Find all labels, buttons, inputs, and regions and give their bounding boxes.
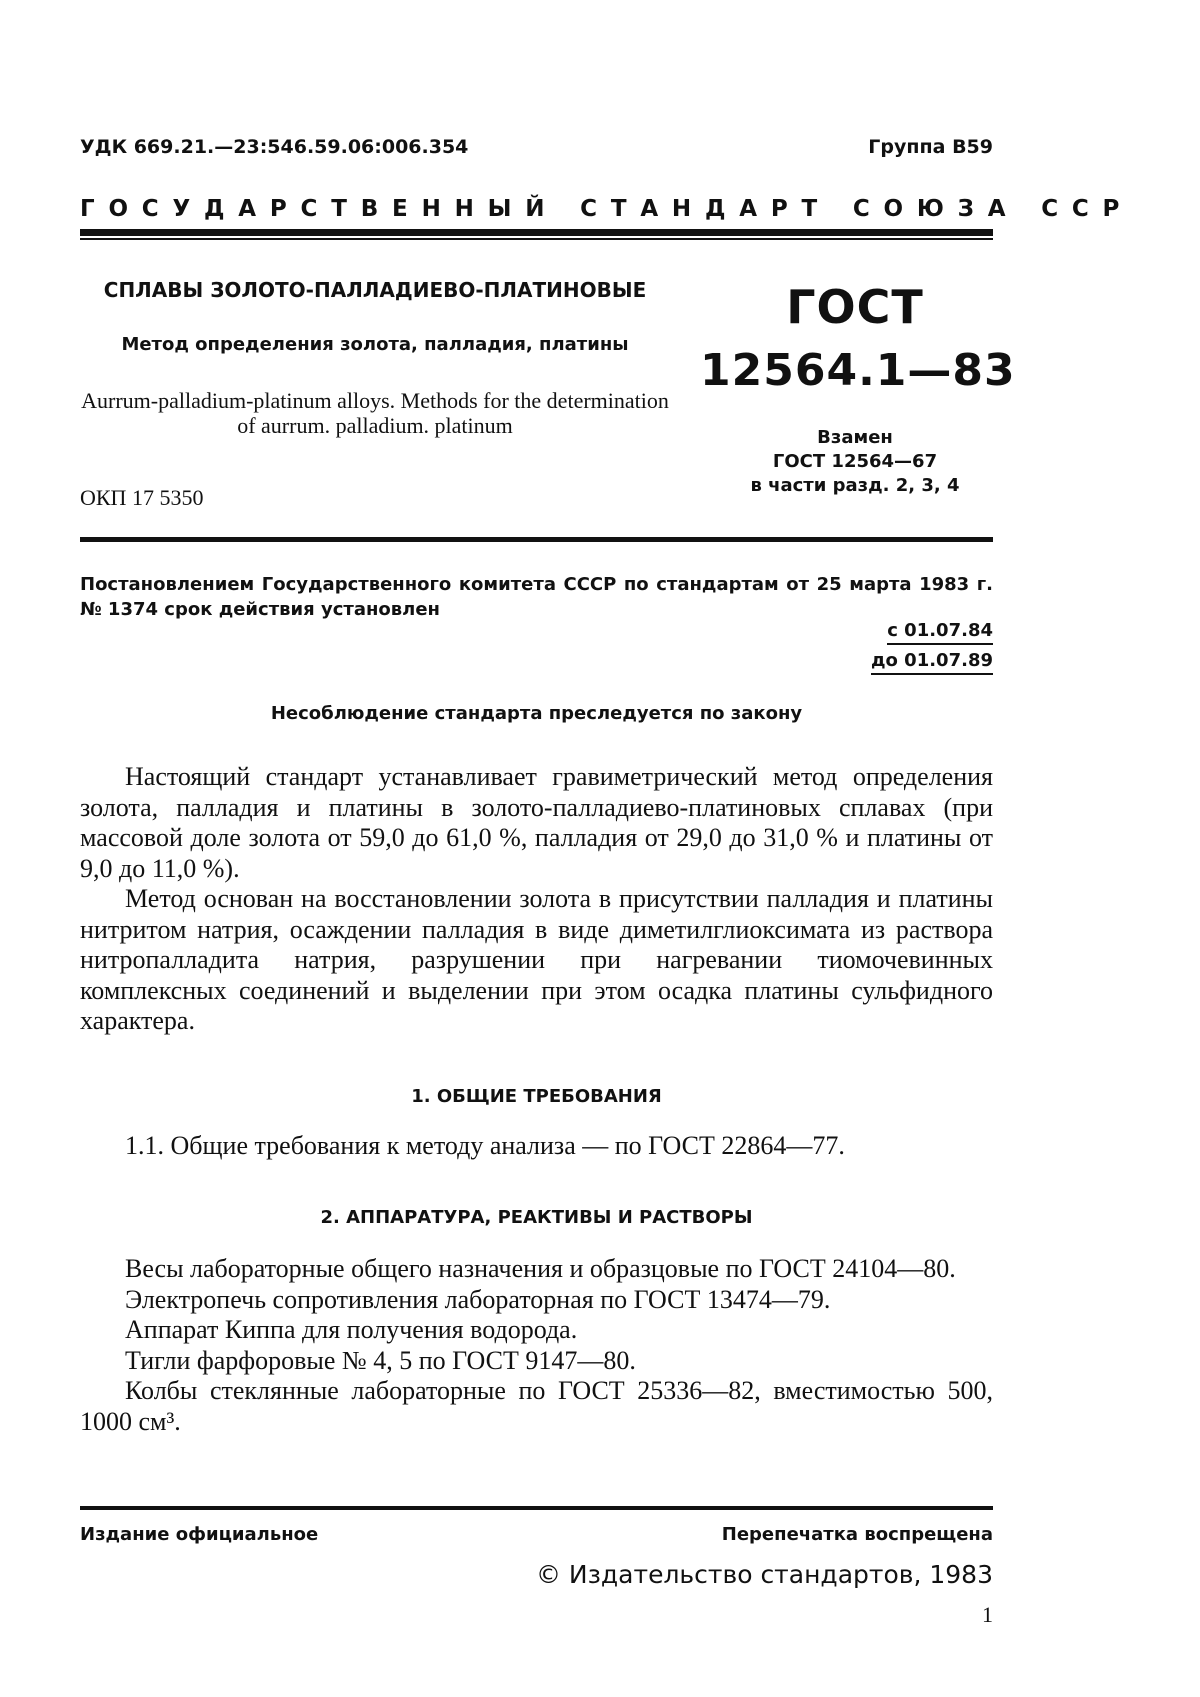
- udk-code: УДК 669.21.—23:546.59.06:006.354: [80, 136, 469, 158]
- paragraph-method: Метод основан на восстановлении золота в присутствии палладия и платины нитритом натрия, осаждении палладия в виде диметилглиоксимата из раствора нитропалладита натрия, разрушении при нагревании тиомочевинных комплексных соединений и выделении при этом осадка платины сульфидного характера.: [80, 884, 993, 1035]
- replaces-line-2: ГОСТ 12564—67: [772, 451, 938, 472]
- list-item: Колбы стеклянные лабораторные по ГОСТ 25336—82, вместимостью 500, 1000 см³.: [80, 1376, 993, 1436]
- replaces-line-3: в части разд. 2, 3, 4: [750, 475, 960, 496]
- title-english: Aurrum-palladium-platinum alloys. Methods for the determination of aurrum. palladium. platinum: [81, 388, 669, 438]
- official-edition: Издание официальное: [80, 1524, 319, 1545]
- validity-from: с 01.07.84: [887, 620, 993, 645]
- footer-rule: [80, 1506, 993, 1510]
- replaces-block: [700, 426, 1010, 498]
- gost-number: 12564.1—83: [700, 345, 1016, 396]
- paragraph-scope: Настоящий стандарт устанавливает гравиметрический метод определения золота, палладия и платины в золото-палладиево-платиновых сплавах (при массовой доле золота от 59,0 до 61,0 %, палладия от 29,0 до 31,0 % и платины от 9,0 до 11,0 %).: [80, 762, 993, 883]
- equipment-list: [80, 1254, 993, 1437]
- section-1-heading: 1. ОБЩИЕ ТРЕБОВАНИЯ: [411, 1086, 662, 1107]
- state-standard-banner: ГОСУДАРСТВЕННЫЙ СТАНДАРТ СОЮЗА ССР: [80, 196, 1134, 222]
- list-item: Аппарат Киппа для получения водорода.: [125, 1315, 578, 1344]
- gost-label: ГОСТ: [786, 280, 924, 334]
- publisher-copyright: © Издательство стандартов, 1983: [535, 1560, 993, 1589]
- group-code: Группа В59: [868, 136, 993, 158]
- legal-warning: Несоблюдение стандарта преследуется по закону: [270, 703, 803, 724]
- validity-to: до 01.07.89: [871, 650, 993, 675]
- title-russian: СПЛАВЫ ЗОЛОТО-ПАЛЛАДИЕВО-ПЛАТИНОВЫЕ: [103, 278, 647, 302]
- section-2-heading: 2. АППАРАТУРА, РЕАКТИВЫ И РАСТВОРЫ: [320, 1207, 753, 1228]
- decree-text: Постановлением Государственного комитета СССР по стандартам от 25 марта 1983 г. № 1374 срок действия установлен: [80, 574, 993, 620]
- list-item: Весы лабораторные общего назначения и образцовые по ГОСТ 24104—80.: [125, 1254, 956, 1283]
- header-rule-thin: [80, 238, 993, 240]
- title-rule: [80, 537, 993, 542]
- okp-code: ОКП 17 5350: [80, 485, 204, 510]
- replaces-line-1: Взамен: [817, 427, 893, 448]
- list-item: Электропечь сопротивления лабораторная по ГОСТ 13474—79.: [125, 1284, 831, 1314]
- reprint-notice: Перепечатка воспрещена: [721, 1524, 993, 1545]
- list-item: Тигли фарфоровые № 4, 5 по ГОСТ 9147—80.: [125, 1345, 636, 1375]
- page-number: 1: [982, 1602, 993, 1627]
- paragraph-1-1: 1.1. Общие требования к методу анализа — по ГОСТ 22864—77.: [125, 1131, 845, 1160]
- header-rule: [80, 229, 993, 236]
- subtitle-russian: Метод определения золота, палладия, платины: [121, 334, 629, 355]
